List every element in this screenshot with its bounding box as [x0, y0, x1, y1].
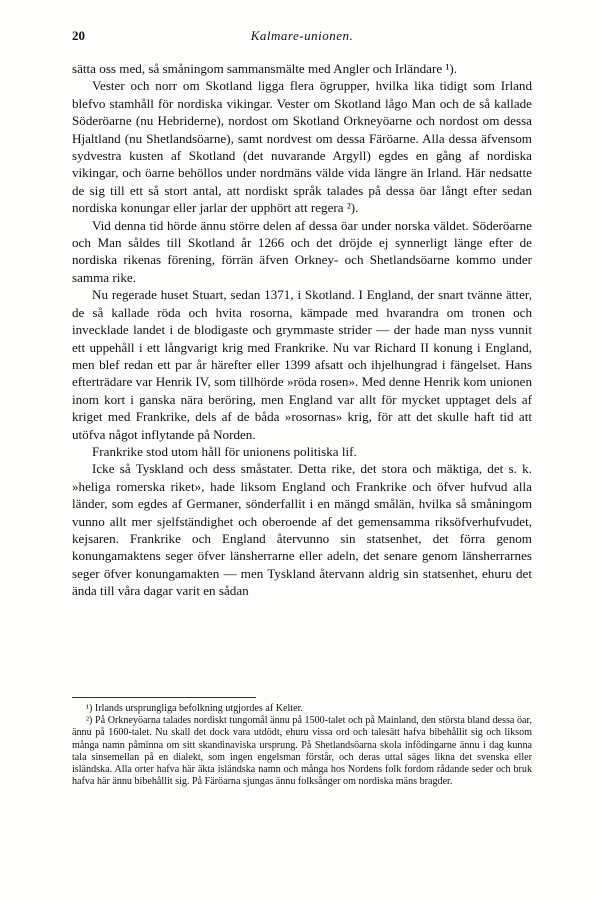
page-header	[72, 28, 532, 48]
footnotes	[72, 703, 532, 788]
paragraph: Frankrike stod utom håll för unionens politiska lif.	[92, 443, 357, 459]
footnote: ²) På Orkneyöarna talades nordiskt tungomål ännu på 1500-talet och på Mainland, den största bland dessa öar, ännu på 1600-talet. Nu skall det dock vara utdödt, ehuru vissa ord och talesätt hafva bibehållit sig och liksom många namn påminna om sitt skandinaviska ursprung. På Shetlandsöarna skola infödingarne ännu i dag kunna tala sinsemellan på en dialekt, som ingen engelsman förstår, och deras uttal säges likna det svenska eller isländska. Alla orter hafva här äkta isländska namn och många hos Nordens folk fordom rådande seder och bruk hafva här ännu bibehållit sig. På Färöarna sjungas ännu folksånger om nordiska mäns bragder.	[72, 715, 532, 788]
paragraph: Icke så Tyskland och dess småstater. Detta rike, det stora och mäktiga, det s. k. »heliga romerska riket», hade liksom England och Frankrike och öfver hufvud alla länder, som egdes af Germaner, sönderfallit i en mängd smålän, hvilka så småningom vunno allt mer sjelfständighet och oberoende af det gemensamma riksöfverhufvudet, kejsaren. Frankrike och England återvunno sin statsenhet, det förra genom konungamaktens seger öfver länsherrarne eller adeln, det senare genom länsherrarnes seger öfver konungamakten — men Tyskland återvann aldrig sin statsenhet, ehuru det ända till våra dagar varit en sådan	[72, 461, 532, 599]
footnote-divider	[72, 697, 256, 698]
paragraph: Vid denna tid hörde ännu större delen af dessa öar under norska väldet. Söderöarne och Man såldes till Skotland år 1266 och det dröjde ej synnerligt länge efter de nordiska rikenas förening, förrän äfven Orkney- och Shetlandsöarne kommo under samma rike.	[72, 217, 532, 285]
paragraph: sätta oss med, så småningom sammansmälte med Angler och Irländare ¹).	[72, 61, 457, 76]
running-title: Kalmare-unionen.	[250, 28, 354, 43]
paragraph: Vester och norr om Skotland ligga flera ögrupper, hvilka lika tidigt som Irland blefvo stamhåll för nordiska vikingar. Vester om Skotland lågo Man och de så kallade Söderöarne (nu Hebriderne), nordost om Skotland Orkneyöarne och nordost om dessa Hjaltland (nu Shetlandsöarne), samt nordvest om dessa Färöarne. Alla dessa äfvensom sydvestra kusten af Skotland (det nuvarande Argyll) egdes en gång af nordiska vikingar, och öarne behöllos under nordmäns välde vida längre än Irland. Här nedsatte de sig till ett så stort antal, att nordiskt språk talades på dessa öar långt efter sedan nordiska konungar eller jarlar der upphört att regera ²).	[72, 78, 532, 216]
page-number: 20	[72, 28, 85, 43]
body-text	[72, 60, 532, 600]
paragraph: Nu regerade huset Stuart, sedan 1371, i Skotland. I England, der snart tvänne ätter, de så kallade röda och hvita rosorna, kämpade med hvarandra om tronen och invecklade landet i de blodigaste och grymmaste strider — der hade man nyss vunnit ett uppehåll i ett långvarigt krig med Frankrike. Nu var Richard II konung i England, men blef redan ett par år härefter eller 1399 afsatt och ihjelhungrad i fängelset. Hans efterträdare var Henrik IV, som tillhörde »röda rosen». Med denne Henrik kom unionen inom kort i ganska nära beröring, men England var allt för mycket upptaget dels af kriget med Frankrike, dels af de båda »rosornas» krig, för att det skulle haft tid att utöfva något inflytande på Norden.	[72, 287, 532, 442]
footnote: ¹) Irlands ursprungliga befolkning utgjordes af Kelter.	[86, 703, 303, 714]
